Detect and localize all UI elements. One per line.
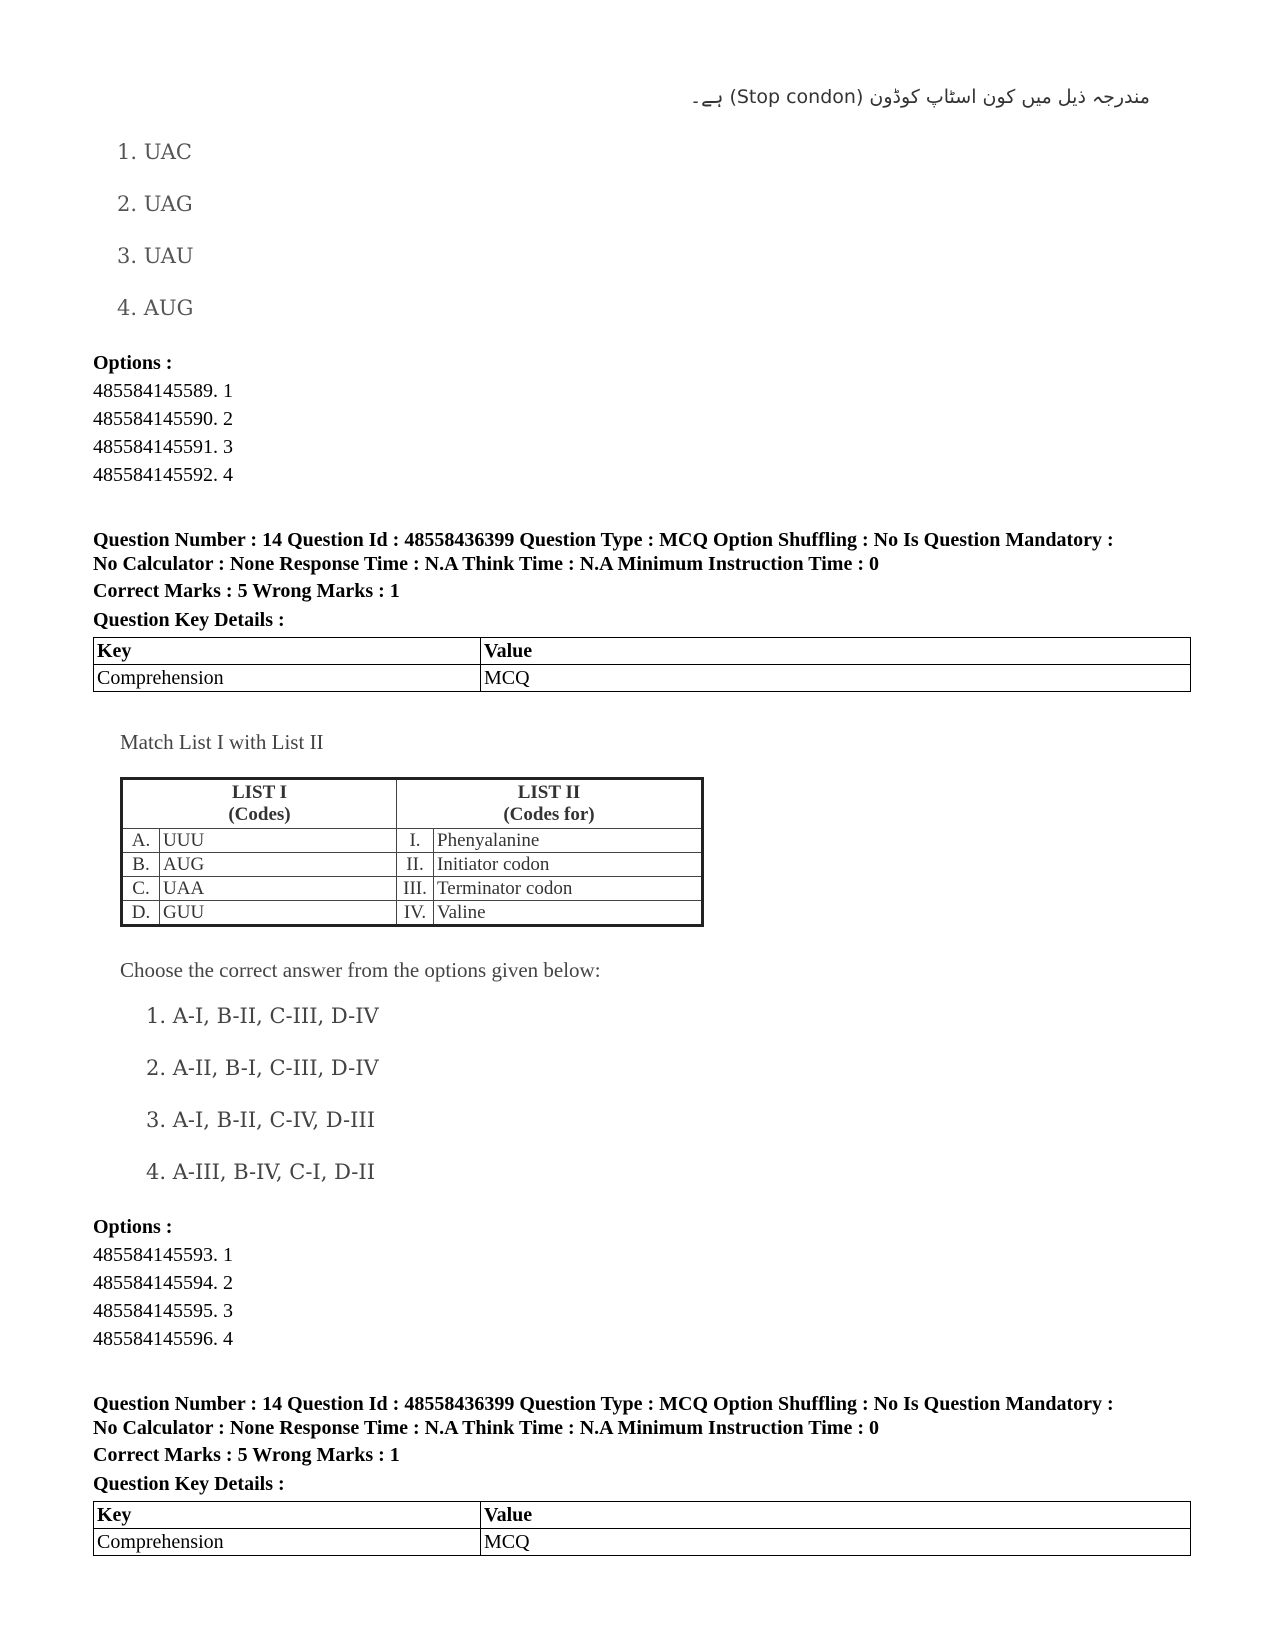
option-id-3: 485584145595. 3 <box>93 1300 233 1322</box>
option-id-4: 485584145592. 4 <box>93 464 233 486</box>
image-option-3: 3. UAU <box>117 244 194 268</box>
image-option-3: 3. A-I, B-II, C-IV, D-III <box>146 1108 375 1132</box>
list-2-index: III. <box>397 877 434 901</box>
key-details-table <box>93 1501 1191 1556</box>
list-1-code: GUU <box>160 901 397 926</box>
option-id-1: 485584145593. 1 <box>93 1244 233 1266</box>
table-row <box>94 638 1191 665</box>
list-2-index: II. <box>397 853 434 877</box>
list-1-title: LIST I <box>231 782 288 803</box>
table-cell-key: Comprehension <box>94 1529 481 1556</box>
list-2-header <box>397 779 703 829</box>
table-header-key: Key <box>94 1502 481 1529</box>
options-label: Options : <box>93 352 173 374</box>
table-row <box>122 779 703 829</box>
list-1-subtitle: (Codes) <box>228 804 291 825</box>
match-title: Match List I with List II <box>120 730 324 754</box>
list-1-code: AUG <box>160 853 397 877</box>
option-id-2: 485584145590. 2 <box>93 408 233 430</box>
list-2-subtitle: (Codes for) <box>503 804 595 825</box>
list-2-index: I. <box>397 829 434 853</box>
list-2-desc: Initiator codon <box>434 853 703 877</box>
question-meta-line-1: Question Number : 14 Question Id : 48558436399 Question Type : MCQ Option Shuffling : No Is Question Mandatory : <box>93 1393 1114 1415</box>
list-1-code: UAA <box>160 877 397 901</box>
list-2-desc: Terminator codon <box>434 877 703 901</box>
option-id-1: 485584145589. 1 <box>93 380 233 402</box>
key-details-label: Question Key Details : <box>93 1473 285 1495</box>
option-id-3: 485584145591. 3 <box>93 436 233 458</box>
list-1-index: A. <box>122 829 160 853</box>
question-meta-line-2: No Calculator : None Response Time : N.A Think Time : N.A Minimum Instruction Time : 0 <box>93 1417 879 1439</box>
key-details-label: Question Key Details : <box>93 609 285 631</box>
list-2-desc: Phenyalanine <box>434 829 703 853</box>
image-option-2: 2. A-II, B-I, C-III, D-IV <box>146 1056 379 1080</box>
question-meta <box>93 1392 1213 1440</box>
question-meta-line-1: Question Number : 14 Question Id : 48558436399 Question Type : MCQ Option Shuffling : No Is Question Mandatory : <box>93 529 1114 551</box>
marks-line: Correct Marks : 5 Wrong Marks : 1 <box>93 1444 400 1466</box>
table-row <box>94 1529 1191 1556</box>
list-2-index: IV. <box>397 901 434 926</box>
choose-instruction: Choose the correct answer from the options given below: <box>120 958 601 982</box>
list-1-index: C. <box>122 877 160 901</box>
question-meta-line-2: No Calculator : None Response Time : N.A Think Time : N.A Minimum Instruction Time : 0 <box>93 553 879 575</box>
marks-line: Correct Marks : 5 Wrong Marks : 1 <box>93 580 400 602</box>
table-row <box>94 1502 1191 1529</box>
list-1-code: UUU <box>160 829 397 853</box>
key-details-table <box>93 637 1191 692</box>
image-option-1: 1. A-I, B-II, C-III, D-IV <box>146 1004 379 1028</box>
options-label: Options : <box>93 1216 173 1238</box>
table-header-value: Value <box>481 1502 1191 1529</box>
table-row <box>94 665 1191 692</box>
question-meta <box>93 528 1213 576</box>
table-row <box>122 829 703 853</box>
image-option-4: 4. A-III, B-IV, C-I, D-II <box>146 1160 375 1184</box>
image-option-4: 4. AUG <box>117 296 194 320</box>
image-option-1: 1. UAC <box>117 140 192 164</box>
table-cell-key: Comprehension <box>94 665 481 692</box>
table-cell-value: MCQ <box>481 1529 1191 1556</box>
list-1-index: B. <box>122 853 160 877</box>
list-1-header <box>122 779 397 829</box>
table-header-value: Value <box>481 638 1191 665</box>
table-cell-value: MCQ <box>481 665 1191 692</box>
table-row <box>122 853 703 877</box>
table-row <box>122 901 703 926</box>
list-1-index: D. <box>122 901 160 926</box>
list-2-title: LIST II <box>517 782 581 803</box>
list-2-desc: Valine <box>434 901 703 926</box>
image-option-2: 2. UAG <box>117 192 193 216</box>
option-id-2: 485584145594. 2 <box>93 1272 233 1294</box>
urdu-question-text: مندرجہ ذیل میں کون اسٹاپ کوڈون (Stop condon) ہے۔ <box>690 86 1150 108</box>
match-list-table <box>120 777 704 927</box>
table-row <box>122 877 703 901</box>
table-header-key: Key <box>94 638 481 665</box>
option-id-4: 485584145596. 4 <box>93 1328 233 1350</box>
